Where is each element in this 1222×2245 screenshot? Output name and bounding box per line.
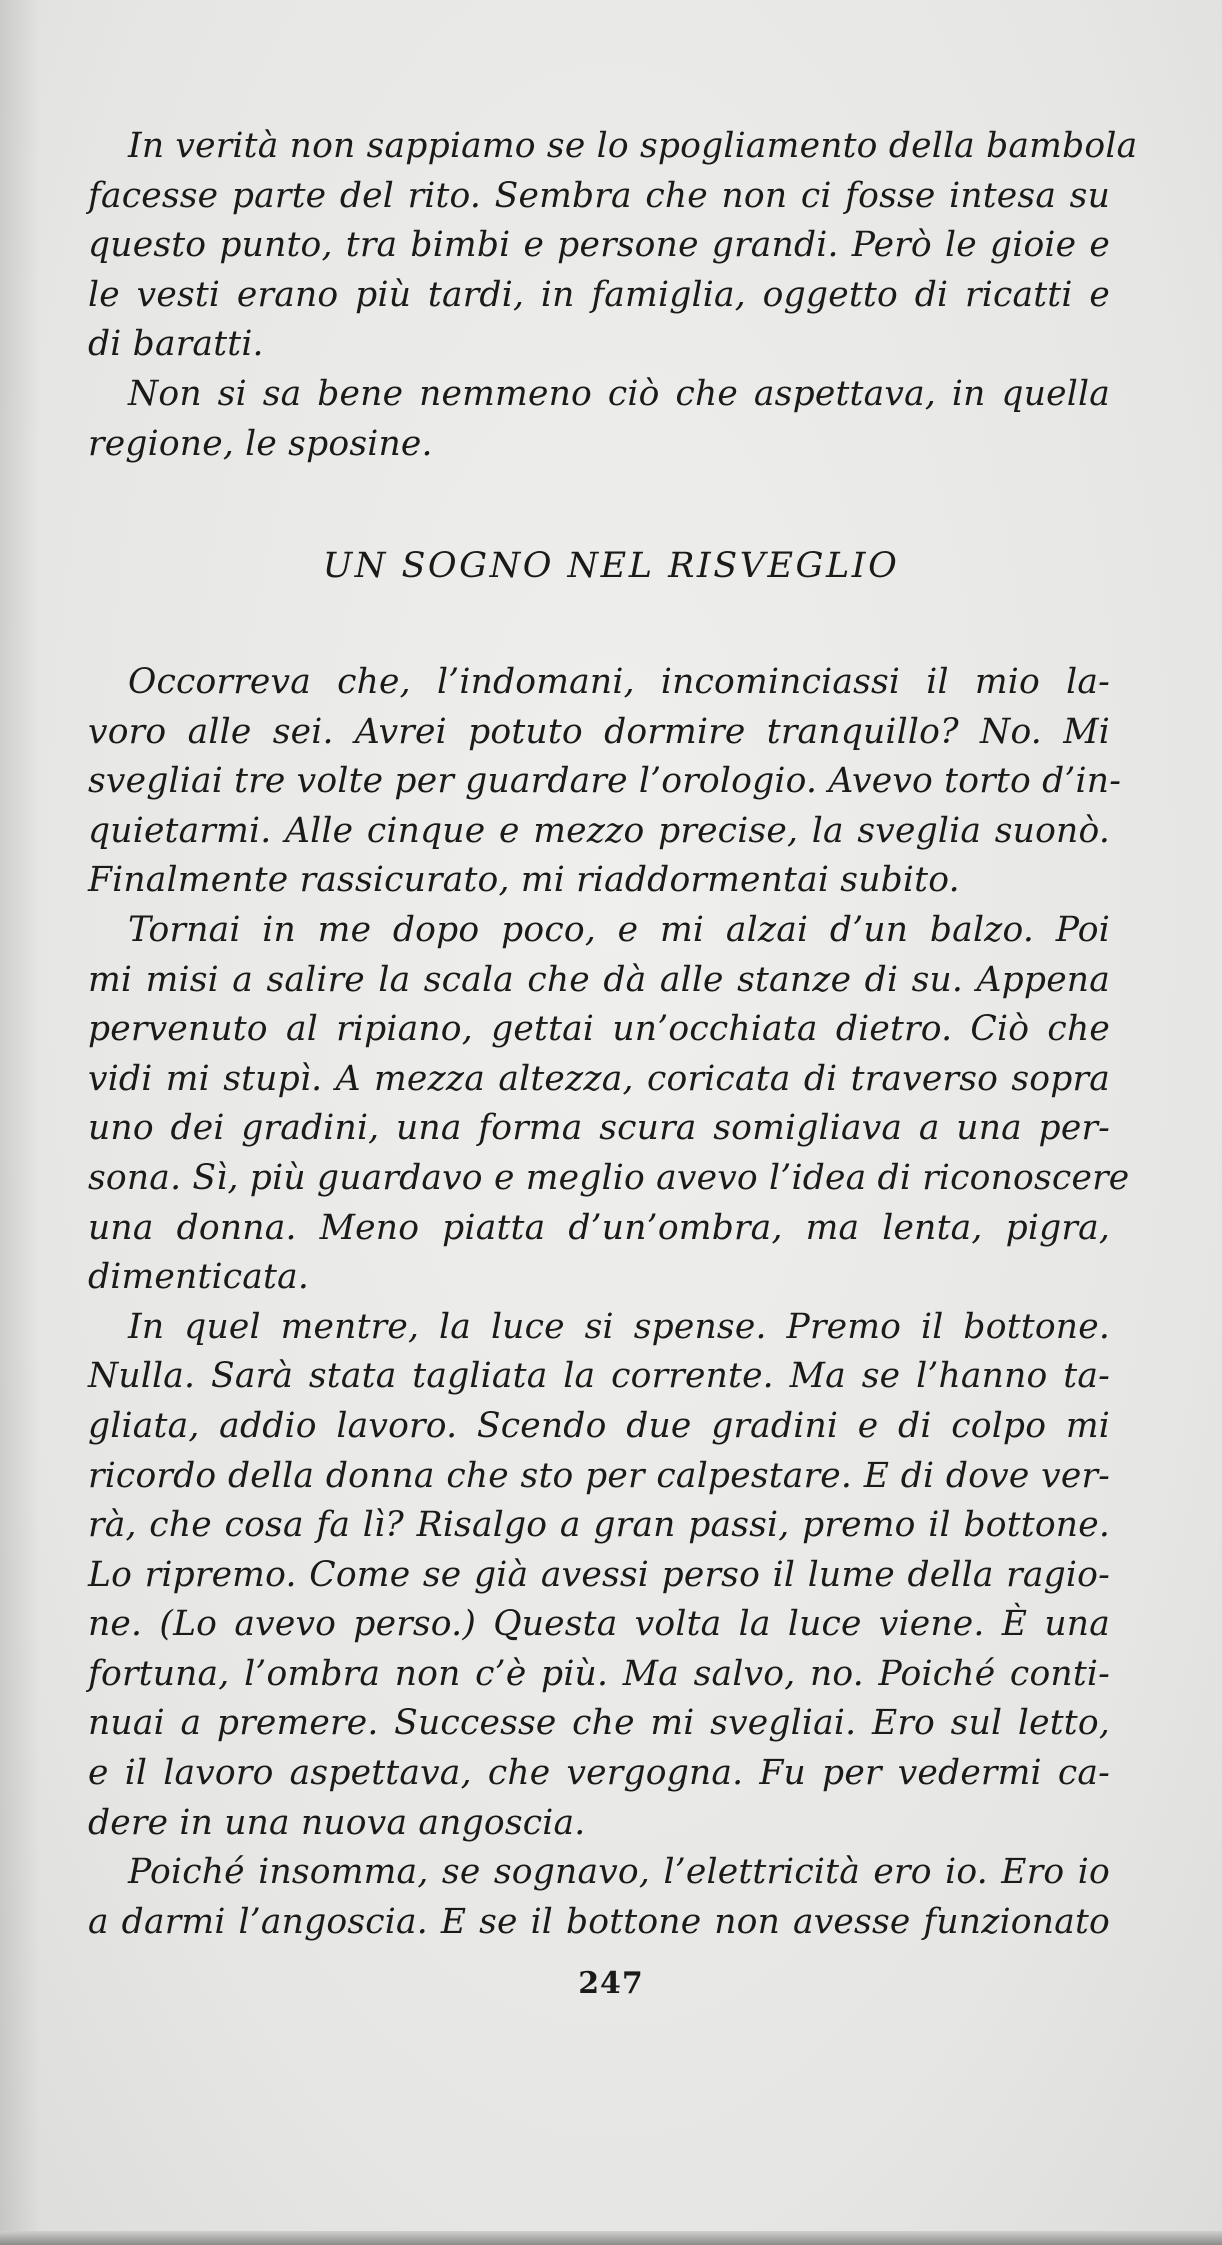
- text-line: uno dei gradini, una forma scura somigliava a una per-: [88, 1108, 1110, 1149]
- paragraph: [88, 122, 1138, 370]
- text-line: vidi mi stupì. A mezza altezza, coricata di traverso sopra: [88, 1058, 1110, 1099]
- text-line: dimenticata.: [88, 1257, 310, 1298]
- text-section-main: [88, 658, 1130, 1947]
- paragraph: [88, 658, 1122, 906]
- paragraph: [88, 1303, 1110, 1849]
- text-line: Lo ripremo. Come se già avessi perso il lume della ragio-: [88, 1554, 1110, 1595]
- text-line: Finalmente rassicurato, mi riaddormentai subito.: [88, 860, 960, 901]
- text-line: quietarmi. Alle cinque e mezzo precise, la sveglia suonò.: [88, 810, 1110, 851]
- text-line: In quel mentre, la luce si spense. Premo il bottone.: [128, 1306, 1110, 1347]
- text-section-previous: [88, 122, 1138, 469]
- text-line: svegliai tre volte per guardare l’orologio. Avevo torto d’in-: [88, 761, 1122, 802]
- text-line: e il lavoro aspettava, che vergogna. Fu per vedermi ca-: [88, 1753, 1110, 1794]
- text-line: sona. Sì, più guardavo e meglio avevo l’idea di riconoscere: [88, 1157, 1130, 1198]
- section-heading: UN SOGNO NEL RISVEGLIO: [322, 546, 900, 586]
- text-line: rà, che cosa fa lì? Risalgo a gran passi, premo il bottone.: [88, 1505, 1110, 1546]
- text-line: Tornai in me dopo poco, e mi alzai d’un balzo. Poi: [128, 909, 1110, 950]
- text-line: fortuna, l’ombra non c’è più. Ma salvo, no. Poiché conti-: [88, 1653, 1110, 1694]
- text-line: Non si sa bene nemmeno ciò che aspettava, in quella: [128, 373, 1110, 414]
- text-line: ricordo della donna che sto per calpestare. E di dove ver-: [88, 1455, 1110, 1496]
- text-line: mi misi a salire la scala che dà alle stanze di su. Appena: [88, 959, 1110, 1000]
- text-line: gliata, addio lavoro. Scendo due gradini e di colpo mi: [88, 1405, 1110, 1446]
- text-line: voro alle sei. Avrei potuto dormire tranquillo? No. Mi: [88, 711, 1110, 752]
- text-line: di baratti.: [88, 324, 264, 365]
- text-line: Nulla. Sarà stata tagliata la corrente. Ma se l’hanno ta-: [88, 1356, 1110, 1397]
- paragraph: [88, 1848, 1110, 1947]
- text-line: pervenuto al ripiano, gettai un’occhiata dietro. Ciò che: [88, 1009, 1110, 1050]
- page-number: 247: [578, 1966, 644, 2001]
- text-line: nuai a premere. Successe che mi svegliai. Ero sul letto,: [88, 1703, 1110, 1744]
- text-line: dere in una nuova angoscia.: [88, 1802, 586, 1843]
- scan-bottom-edge: [0, 2231, 1222, 2245]
- text-line: In verità non sappiamo se lo spogliamento della bambola: [128, 126, 1138, 166]
- text-line: Occorreva che, l’indomani, incominciassi il mio la-: [128, 662, 1110, 702]
- text-line: ne. (Lo avevo perso.) Questa volta la luce viene. È una: [88, 1604, 1110, 1645]
- paragraph: [88, 370, 1110, 469]
- text-line: Poiché insomma, se sognavo, l’elettricità ero io. Ero io: [128, 1852, 1110, 1893]
- paragraph: [88, 906, 1130, 1303]
- text-line: le vesti erano più tardi, in famiglia, oggetto di ricatti e: [88, 274, 1110, 315]
- text-line: questo punto, tra bimbi e persone grandi. Però le gioie e: [88, 225, 1110, 266]
- text-line: una donna. Meno piatta d’un’ombra, ma lenta, pigra,: [88, 1207, 1110, 1248]
- text-line: a darmi l’angoscia. E se il bottone non avesse funzionato: [88, 1901, 1110, 1942]
- text-line: facesse parte del rito. Sembra che non ci fosse intesa su: [88, 175, 1110, 216]
- page-gutter-shadow: [0, 0, 40, 2245]
- text-line: regione, le sposine.: [88, 423, 433, 464]
